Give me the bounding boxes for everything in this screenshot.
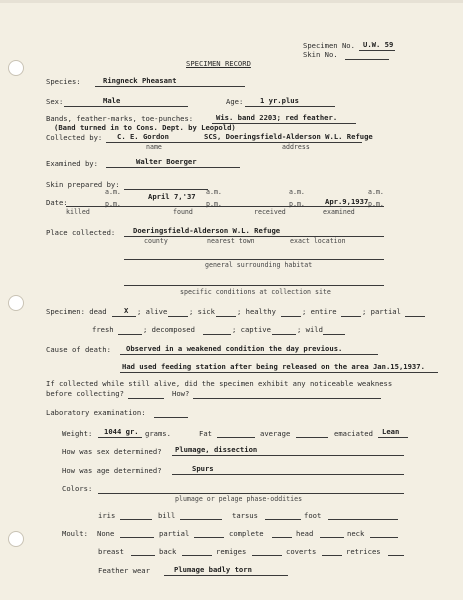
- sex-determined-label: How was sex determined?: [62, 447, 162, 456]
- condition-value: Lean: [382, 427, 400, 436]
- bands-label: Bands, feather-marks, toe-punches:: [46, 114, 194, 123]
- cause-line-2: Had used feeding station after being released on the area Jan.15,1937.: [122, 362, 425, 371]
- dead-mark: X: [124, 306, 129, 315]
- sex-value: Male: [103, 96, 121, 105]
- weakness-question-2: before collecting?: [46, 389, 124, 398]
- collector-name: C. E. Gordon: [117, 132, 169, 141]
- skin-no-label: Skin No.: [303, 50, 338, 59]
- examined-by-label: Examined by:: [46, 159, 98, 168]
- habitat-caption: general surrounding habitat: [205, 261, 313, 269]
- feather-wear-label: Feather wear: [98, 566, 150, 575]
- nearest-town-caption: nearest town: [207, 237, 255, 245]
- sex-label: Sex:: [46, 97, 64, 106]
- specimen-record-card: Specimen No. U.W. 59 Skin No. SPECIMEN RECORD Species: Ringneck Pheasant Sex: Male Age: 1 yr.plus Bands, feather-marks, toe-punches: Wis. band 2203; red feather. (Band turned in to Cons. Dept. by Leopold) Collected by: C. E. Gordon SCS, Doeringsfield-Alderson W.L. Refuge name address Examined by: Walter Boerger Skin prepared by: Date: a.m. p.m. a.m. p.m. a.m. p.m. a.m. p.m. April 7,'37 Apr.9,1937 killed found received examined Place collected: Doeringsfield-Alderson W.L. Refuge county nearest town exact location general surrounding habitat specific conditions at collection site Specimen: dead X ; alive ; sick ; healthy ; entire ; partial fresh ; decomposed ; captive ; wild Cause of death: Observed in a weakened condition the day previous. Had used feeding station after being released on the area Jan.15,1937. If collected while still alive, did the specimen exhibit any noticeable weakness before collecting? How? Laboratory examination: Weight: 1044 gr. grams. Fat average emaciated Lean How was sex determined? Plumage, dissection How was age determined? Spurs Colors: plumage or pelage phase-oddities iris bill tarsus foot Moult: None partial complete head neck breast back remiges coverts retrices Feather wear Plumage badly torn: [0, 0, 463, 600]
- sex-method-value: Plumage, dissection: [175, 445, 258, 454]
- age-method-value: Spurs: [192, 464, 214, 473]
- received-caption: received: [254, 208, 286, 216]
- place-collected-label: Place collected:: [46, 228, 116, 237]
- weight-value: 1044 gr.: [104, 427, 139, 436]
- found-caption: found: [173, 208, 193, 216]
- bands-value: Wis. band 2203; red feather.: [216, 113, 338, 122]
- address-caption: address: [282, 143, 310, 151]
- place-value: Doeringsfield-Alderson W.L. Refuge: [133, 226, 281, 235]
- examined-by-value: Walter Boerger: [136, 157, 197, 166]
- weight-label: Weight:: [62, 429, 93, 438]
- species-value: Ringneck Pheasant: [103, 76, 177, 85]
- date-label: Date:: [46, 198, 68, 207]
- county-caption: county: [144, 237, 168, 245]
- specimen-no-value: U.W. 59: [363, 40, 394, 49]
- punch-hole-bottom: [8, 531, 24, 547]
- exact-location-caption: exact location: [290, 237, 346, 245]
- species-label: Species:: [46, 77, 81, 86]
- collector-address: SCS, Doeringsfield-Alderson W.L. Refuge: [204, 132, 373, 141]
- punch-hole-middle: [8, 295, 24, 311]
- punch-hole-top: [8, 60, 24, 76]
- plumage-phase-caption: plumage or pelage phase-oddities: [175, 495, 303, 503]
- specimen-dead-label: Specimen: dead: [46, 307, 107, 316]
- bands-note: (Band turned in to Cons. Dept. by Leopold): [54, 123, 236, 132]
- cause-of-death-label: Cause of death:: [46, 345, 111, 354]
- page-title: SPECIMEN RECORD: [186, 59, 251, 68]
- cause-line-1: Observed in a weakened condition the day previous.: [126, 344, 343, 353]
- killed-caption: killed: [66, 208, 90, 216]
- date-examined-value: Apr.9,1937: [325, 197, 369, 206]
- skin-prepared-by-label: Skin prepared by:: [46, 180, 120, 189]
- weakness-question-1: If collected while still alive, did the specimen exhibit any noticeable weakness: [46, 379, 393, 388]
- name-caption: name: [146, 143, 162, 151]
- specimen-no-label: Specimen No.: [303, 41, 355, 50]
- date-found-value: April 7,'37: [148, 192, 196, 201]
- moult-label: Moult:: [62, 529, 88, 538]
- feather-wear-value: Plumage badly torn: [174, 565, 252, 574]
- age-determined-label: How was age determined?: [62, 466, 162, 475]
- how-label: How?: [172, 389, 190, 398]
- age-label: Age:: [226, 97, 244, 106]
- age-value: 1 yr.plus: [260, 96, 299, 105]
- lab-exam-label: Laboratory examination:: [46, 408, 146, 417]
- collected-by-label: Collected by:: [46, 133, 103, 142]
- examined-caption: examined: [323, 208, 355, 216]
- top-edge: [0, 0, 463, 3]
- conditions-caption: specific conditions at collection site: [180, 288, 331, 296]
- colors-label: Colors:: [62, 484, 93, 493]
